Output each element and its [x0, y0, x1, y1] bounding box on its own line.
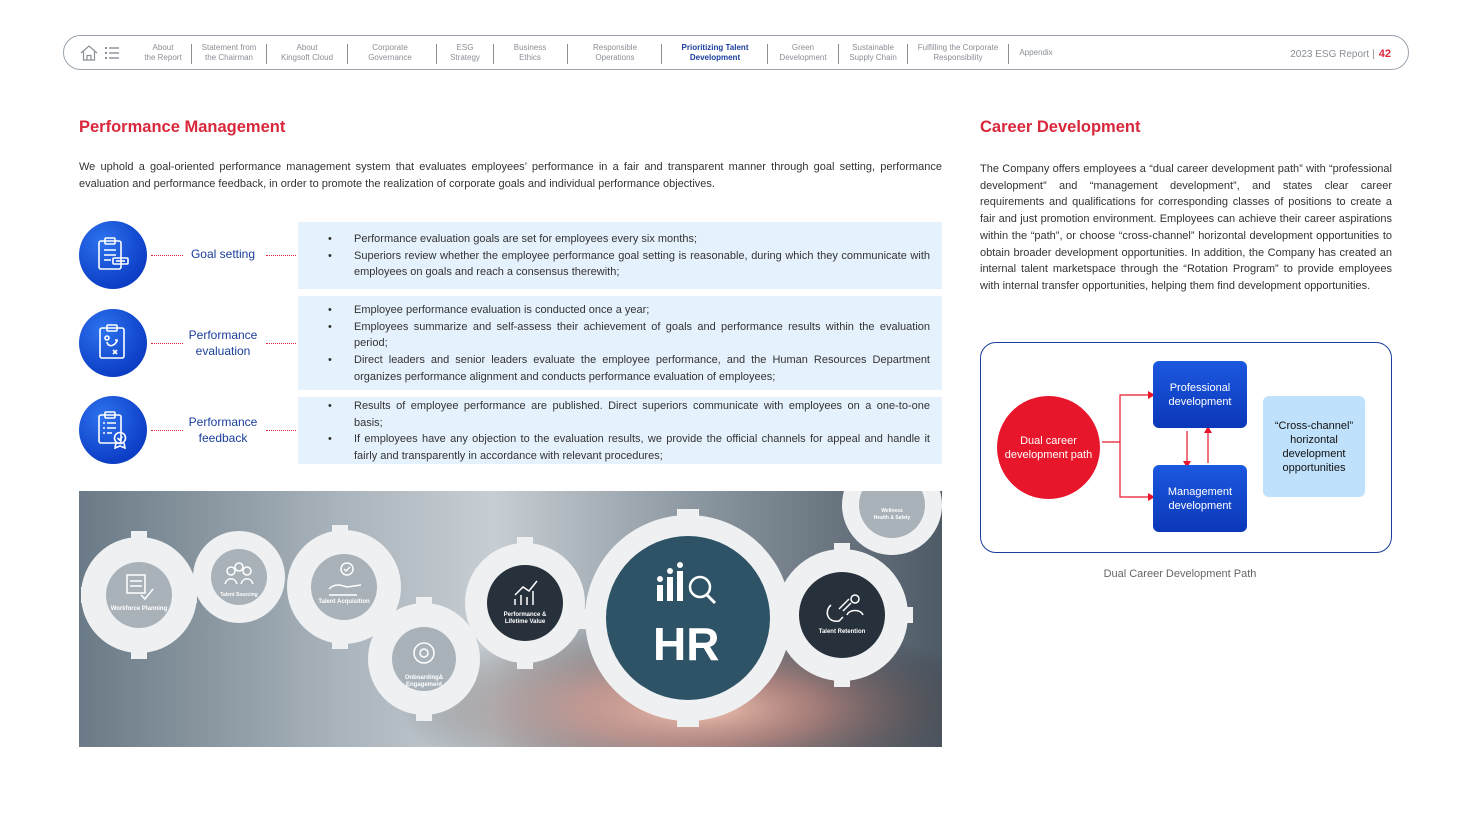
connector-dots: [151, 255, 183, 256]
career-title: Career Development: [980, 118, 1141, 136]
nav-divider: [838, 44, 839, 64]
menu-list-icon[interactable]: [105, 46, 119, 60]
nav-green-development[interactable]: Green Development: [779, 43, 827, 62]
goal-setting-label: Goal setting: [190, 247, 256, 261]
goal-setting-box: [298, 222, 942, 289]
onboarding-engagement-label: Onboarding& Engagement: [404, 675, 444, 688]
nav-divider: [191, 44, 192, 64]
performance-lifetime-label: Performance & Lifetime Value: [503, 612, 547, 625]
diagram-caption: Dual Career Development Path: [1103, 568, 1257, 580]
nav-business-ethics[interactable]: Business Ethics: [513, 43, 547, 62]
talent-sourcing-label: Talent Sourcing: [220, 592, 258, 598]
list-item: • Superiors review whether the employee performance goal setting is reasonable, during which they communicate with employees on goals and reach a consensus therewith;: [298, 248, 942, 281]
performance-intro: We uphold a goal-oriented performance management system that evaluates employees’ performance in a fair and transparent manner through goal setting, performance evaluation and performance feedback, in order to promote the realization of corporate goals and individual performance objectives.: [79, 161, 942, 190]
nav-divider: [567, 44, 568, 64]
connector-dots: [266, 343, 296, 344]
nav-divider: [767, 44, 768, 64]
nav-statement-chairman[interactable]: Statement from the Chairman: [201, 43, 257, 62]
nav-divider: [266, 44, 267, 64]
home-icon[interactable]: [80, 45, 98, 61]
nav-prioritizing-talent[interactable]: Prioritizing Talent Development: [681, 43, 749, 62]
nav-divider: [493, 44, 494, 64]
goal-setting-badge: [79, 221, 147, 289]
connector-dots: [266, 255, 296, 256]
career-intro: The Company offers employees a “dual career development path” with “professional development” and “management development”, and states clear career requirements and qualifications for corresponding classes of positions to create a fair and just promotion environment. Employees can achieve their career aspirations within the “path”, or choose “cross-channel” horizontal development opportunities to obtain broader development opportunities. In addition, the Company has created an internal talent marketspace through the “Rotation Program” to provide employees with internal transfer opportunities, helping them find development opportunities.: [980, 163, 1392, 292]
nav-appendix[interactable]: Appendix: [1019, 48, 1053, 57]
nav-divider: [661, 44, 662, 64]
performance-feedback-label: Performance feedback: [188, 415, 258, 445]
top-navigation: [63, 35, 1409, 70]
management-development-node: Management development: [1153, 465, 1247, 532]
hr-gears-illustration: [79, 491, 942, 747]
performance-feedback-badge: [79, 396, 147, 464]
page-number: 42: [1378, 48, 1391, 60]
nav-esg-strategy[interactable]: ESG Strategy: [450, 43, 480, 62]
clipboard-icon: [96, 236, 130, 274]
performance-evaluation-label: Performance evaluation: [188, 328, 258, 358]
list-item: • Performance evaluation goals are set for employees every six months;: [298, 231, 942, 248]
wellness-label: Wellness Health & Safety: [873, 508, 911, 521]
list-item: • Direct leaders and senior leaders evaluate the employee performance, and the Human Resources Department organizes performance alignment and conducts performance evaluation of employees;: [298, 352, 942, 385]
certificate-icon: [96, 411, 130, 449]
nav-corporate-governance[interactable]: Corporate Governance: [368, 43, 412, 62]
list-item: • If employees have any objection to the evaluation results, we provide the official channels for appeal and handle it fairly and transparently in accordance with relevant procedures;: [298, 431, 942, 464]
hr-heading: HR: [653, 618, 720, 670]
list-item: • Employees summarize and self-assess their achievement of goals and performance results within the evaluation period;: [298, 319, 942, 352]
nav-corporate-responsibility[interactable]: Fulfilling the Corporate Responsibility: [917, 43, 999, 62]
nav-sustainable-supply-chain[interactable]: Sustainable Supply Chain: [849, 43, 897, 62]
talent-retention-label: Talent Retention: [818, 629, 866, 635]
nav-responsible-operations[interactable]: Responsible Operations: [592, 43, 638, 62]
connector-dots: [266, 430, 296, 431]
dual-career-node: Dual career development path: [997, 396, 1100, 499]
report-label: 2023 ESG Report: [1290, 49, 1370, 60]
page-separator: |: [1372, 49, 1375, 60]
nav-divider: [347, 44, 348, 64]
nav-divider: [907, 44, 908, 64]
professional-development-node: Professional development: [1153, 361, 1247, 428]
nav-about-report[interactable]: About the Report: [144, 43, 182, 62]
talent-acquisition-label: Talent Acquisition: [318, 599, 370, 605]
strategy-board-icon: [96, 324, 130, 362]
performance-evaluation-box: [298, 296, 942, 390]
nav-about-kingsoft-cloud[interactable]: About Kingsoft Cloud: [280, 43, 334, 62]
performance-feedback-box: [298, 397, 942, 464]
list-item: • Employee performance evaluation is conducted once a year;: [298, 302, 942, 319]
nav-divider: [436, 44, 437, 64]
connector-dots: [151, 343, 183, 344]
report-page-indicator: [1290, 48, 1391, 60]
connector-dots: [151, 430, 183, 431]
list-item: • Results of employee performance are published. Direct superiors communicate with employees on a one-to-one basis;: [298, 398, 942, 431]
performance-title: Performance Management: [79, 118, 286, 136]
cross-channel-node: “Cross-channel” horizontal development opportunities: [1263, 396, 1365, 497]
workforce-planning-label: Workforce Planning: [110, 606, 168, 612]
performance-evaluation-badge: [79, 309, 147, 377]
nav-divider: [1008, 44, 1009, 64]
